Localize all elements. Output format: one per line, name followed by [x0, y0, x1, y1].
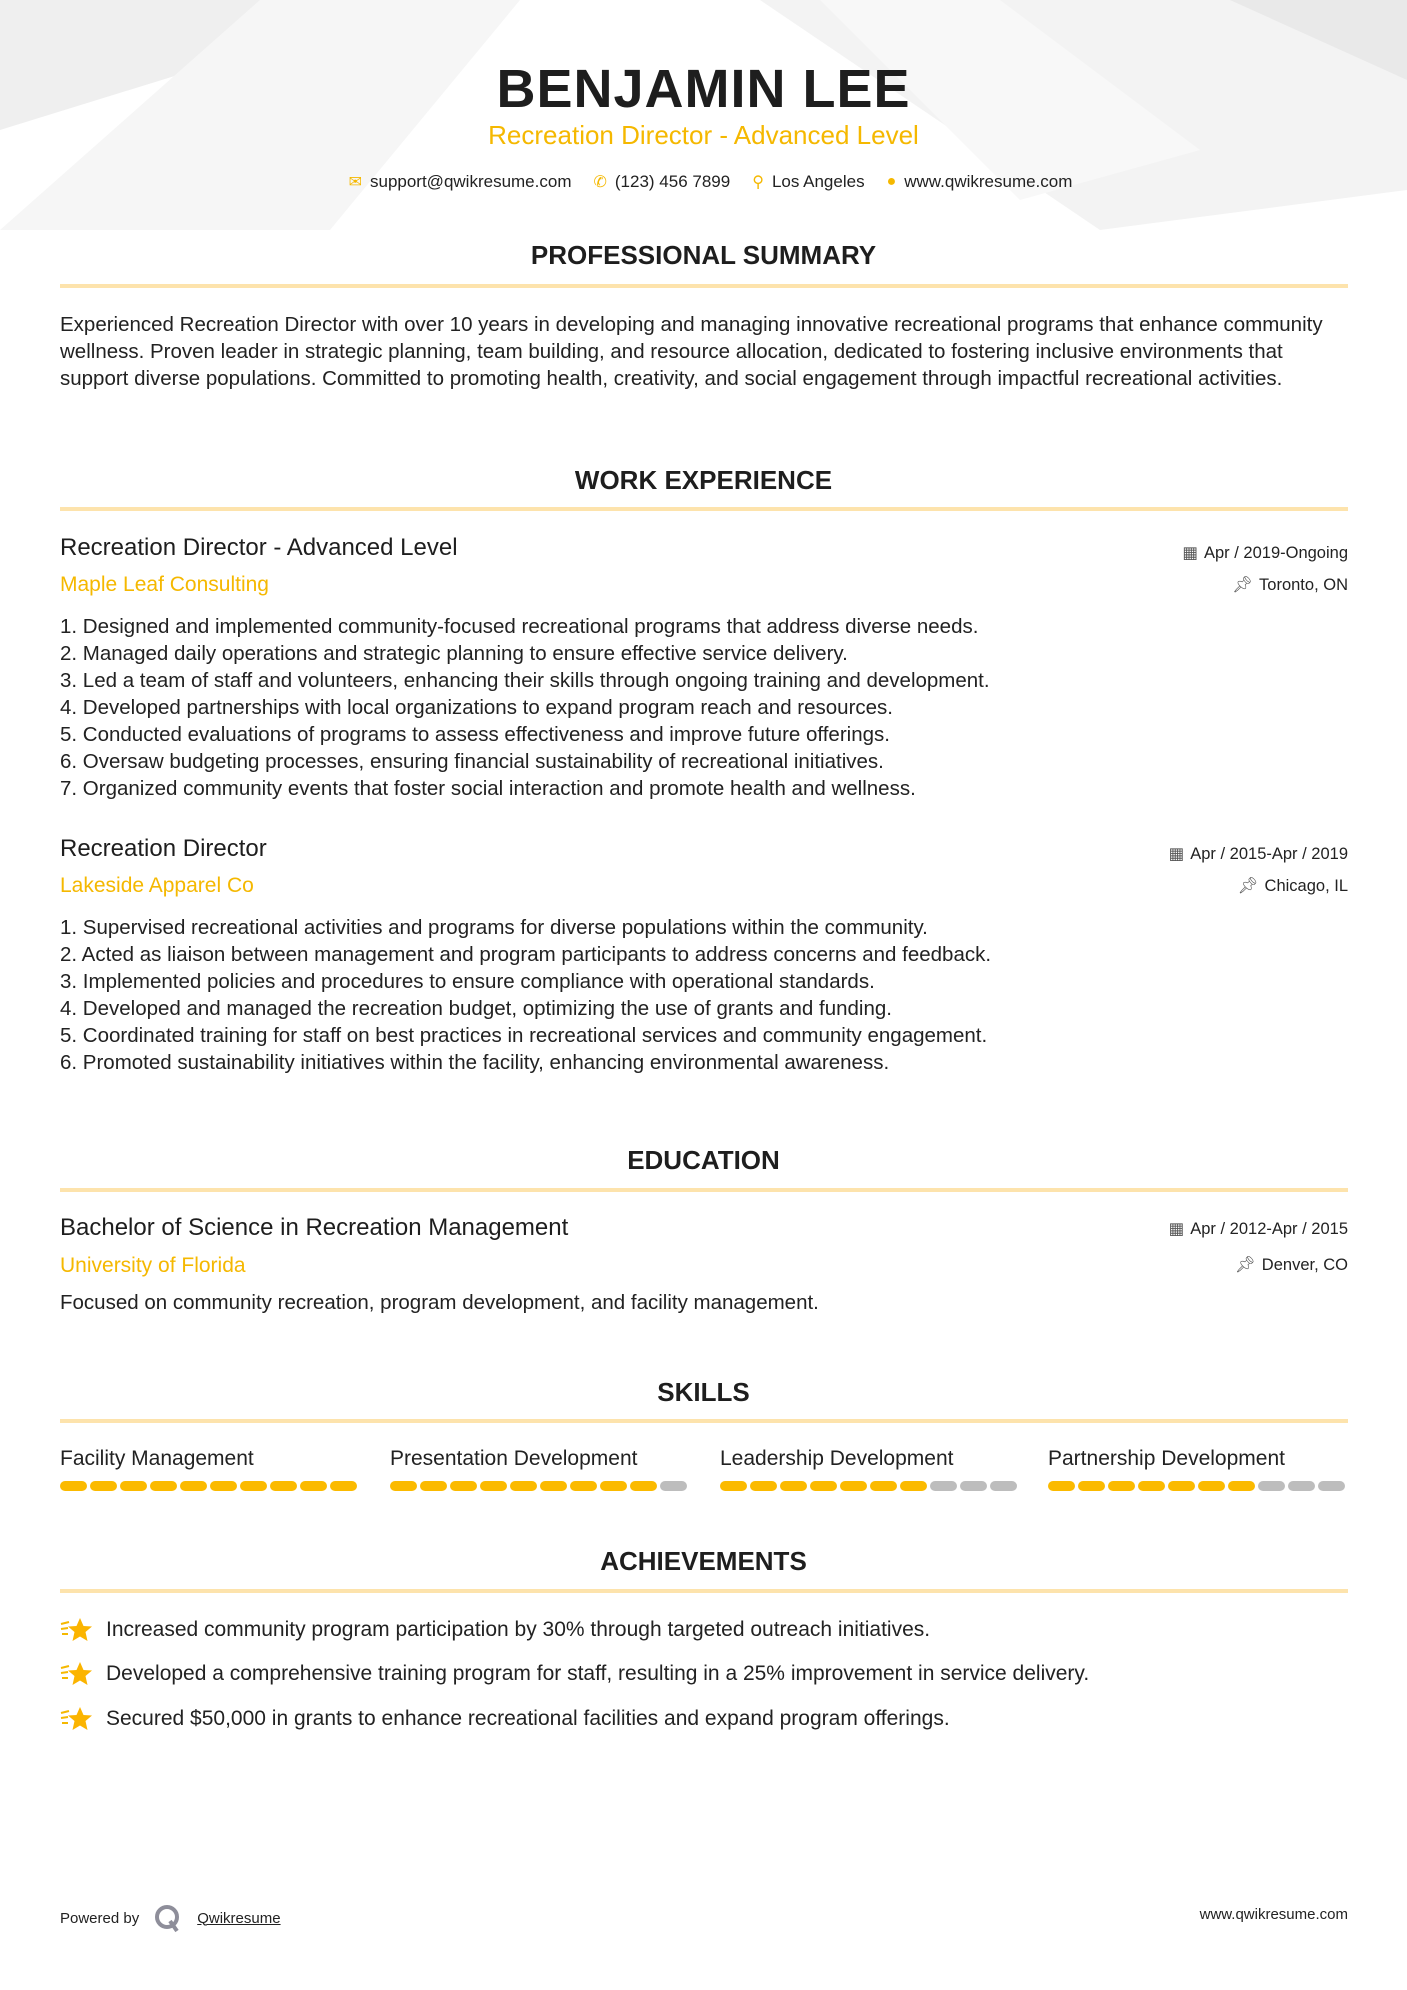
degree-title: Bachelor of Science in Recreation Management — [60, 1214, 569, 1241]
skill-rating — [1048, 1481, 1348, 1491]
section-heading-experience: WORK EXPERIENCE — [574, 465, 833, 495]
achievement-item — [60, 1616, 930, 1644]
globe-icon: ● — [886, 173, 897, 190]
skill-name: Leadership Development — [720, 1447, 954, 1470]
rating-segment-filled — [750, 1481, 777, 1491]
rating-segment-filled — [420, 1481, 447, 1491]
powered-by-label: Powered by — [60, 1909, 140, 1927]
star-icon — [60, 1705, 92, 1733]
skill-item — [390, 1447, 690, 1491]
education-date — [1169, 1219, 1348, 1239]
rating-segment-filled — [390, 1481, 417, 1491]
rating-segment-filled — [840, 1481, 867, 1491]
summary-text: Experienced Recreation Director with over 10 years in developing and managing innovative recreational programs that enhance community wellness. Proven leader in strategic planning, team building, and resource allocation, dedicated to fostering inclusive environments that support diverse populations. Committed to promoting health, creativity, and social engagement through impactful recreational activities. — [60, 313, 1323, 390]
rating-segment-filled — [270, 1481, 297, 1491]
rating-segment-filled — [480, 1481, 507, 1491]
rating-segment-filled — [1108, 1481, 1135, 1491]
pin-icon: 📌︎ — [1237, 877, 1259, 895]
section-heading-achievements: ACHIEVEMENTS — [600, 1546, 807, 1576]
achievement-text: Increased community program participation by 30% through targeted outreach initiatives. — [106, 1618, 931, 1641]
job-title: Recreation Director — [60, 835, 267, 862]
pin-icon: 📌︎ — [1234, 1256, 1256, 1274]
job-bullets — [60, 613, 1350, 802]
section-divider — [60, 1419, 1348, 1423]
section-divider — [60, 284, 1348, 288]
list-item: 3. Led a team of staff and volunteers, enhancing their skills through ongoing training and development. — [60, 669, 990, 692]
rating-segment-filled — [1198, 1481, 1225, 1491]
education-location-text: Denver, CO — [1261, 1256, 1348, 1274]
map-pin-icon: ⚲ — [752, 174, 764, 191]
footer-powered — [60, 1903, 281, 1933]
job-title: Recreation Director - Advanced Level — [60, 534, 458, 561]
rating-segment-empty — [1318, 1481, 1345, 1491]
contact-location: Los Angeles — [771, 172, 865, 191]
list-item: 2. Managed daily operations and strategic planning to ensure effective service delivery. — [60, 642, 848, 665]
rating-segment-filled — [720, 1481, 747, 1491]
section-divider — [60, 1589, 1348, 1593]
skill-rating — [720, 1481, 1020, 1491]
job-date-text: Apr / 2019-Ongoing — [1203, 544, 1348, 562]
job-bullets — [60, 914, 1350, 1076]
rating-segment-filled — [810, 1481, 837, 1491]
contact-email[interactable]: support@qwikresume.com — [369, 172, 572, 191]
star-icon — [60, 1660, 92, 1688]
rating-segment-filled — [90, 1481, 117, 1491]
job-date — [1169, 844, 1348, 864]
list-item: 4. Developed partnerships with local organizations to expand program reach and resources. — [60, 696, 894, 719]
skill-name: Presentation Development — [390, 1447, 638, 1470]
rating-segment-filled — [60, 1481, 87, 1491]
rating-segment-filled — [1078, 1481, 1105, 1491]
section-divider — [60, 507, 1348, 511]
education-date-text: Apr / 2012-Apr / 2015 — [1190, 1220, 1348, 1238]
calendar-icon: ▦ — [1168, 1220, 1185, 1238]
rating-segment-filled — [510, 1481, 537, 1491]
job-location — [1232, 576, 1348, 595]
section-heading-skills: SKILLS — [657, 1377, 750, 1407]
rating-segment-empty — [990, 1481, 1017, 1491]
contact-phone: (123) 456 7899 — [614, 172, 731, 191]
list-item: 5. Conducted evaluations of programs to assess effectiveness and improve future offerings. — [60, 723, 890, 746]
list-item: 4. Developed and managed the recreation budget, optimizing the use of grants and funding. — [60, 997, 892, 1020]
achievement-text: Secured $50,000 in grants to enhance recreational facilities and expand program offerings. — [106, 1707, 950, 1730]
rating-segment-filled — [630, 1481, 657, 1491]
rating-segment-filled — [120, 1481, 147, 1491]
list-item: 1. Designed and implemented community-focused recreational programs that address diverse needs. — [60, 615, 979, 638]
education-description: Focused on community recreation, program development, and facility management. — [60, 1291, 819, 1314]
rating-segment-filled — [1168, 1481, 1195, 1491]
skill-name: Facility Management — [60, 1447, 254, 1470]
achievement-item — [60, 1660, 1089, 1688]
envelope-icon: ✉ — [348, 174, 362, 191]
achievement-text: Developed a comprehensive training program for staff, resulting in a 25% improvement in service delivery. — [106, 1662, 1090, 1685]
list-item: 5. Coordinated training for staff on best practices in recreational services and community engagement. — [60, 1024, 988, 1047]
job-location-text: Toronto, ON — [1259, 576, 1348, 594]
skill-rating — [60, 1481, 360, 1491]
footer-website[interactable]: www.qwikresume.com — [1199, 1906, 1348, 1923]
school-name: University of Florida — [60, 1254, 246, 1277]
rating-segment-filled — [1048, 1481, 1075, 1491]
skill-item — [720, 1447, 1020, 1491]
list-item: 6. Promoted sustainability initiatives within the facility, enhancing environmental awareness. — [60, 1051, 890, 1074]
list-item: 2. Acted as liaison between management and program participants to address concerns and feedback. — [60, 943, 992, 966]
rating-segment-filled — [330, 1481, 357, 1491]
skill-rating — [390, 1481, 690, 1491]
calendar-icon: ▦ — [1182, 544, 1198, 562]
list-item: 3. Implemented policies and procedures to ensure compliance with operational standards. — [60, 970, 875, 993]
rating-segment-filled — [540, 1481, 567, 1491]
rating-segment-filled — [210, 1481, 237, 1491]
star-icon — [60, 1616, 92, 1644]
pin-icon: 📌︎ — [1232, 576, 1254, 594]
qwikresume-logo-icon — [153, 1903, 183, 1933]
job-location — [1238, 877, 1348, 896]
list-item: 1. Supervised recreational activities and programs for diverse populations within the community. — [60, 916, 928, 939]
qwikresume-link[interactable]: Qwikresume — [197, 1909, 281, 1927]
job-location-text: Chicago, IL — [1264, 877, 1348, 895]
skill-item — [1048, 1447, 1348, 1491]
job-date — [1182, 543, 1348, 563]
rating-segment-empty — [930, 1481, 957, 1491]
rating-segment-empty — [660, 1481, 687, 1491]
list-item: 6. Oversaw budgeting processes, ensuring financial sustainability of recreational initiatives. — [60, 750, 884, 773]
list-item: 7. Organized community events that foster social interaction and promote health and wellness. — [60, 777, 916, 800]
rating-segment-filled — [450, 1481, 477, 1491]
job-date-text: Apr / 2015-Apr / 2019 — [1190, 845, 1348, 863]
candidate-role: Recreation Director - Advanced Level — [488, 120, 919, 150]
rating-segment-filled — [300, 1481, 327, 1491]
rating-segment-empty — [1288, 1481, 1315, 1491]
section-divider — [60, 1188, 1348, 1192]
rating-segment-filled — [240, 1481, 267, 1491]
phone-icon: ✆ — [593, 174, 607, 191]
rating-segment-filled — [1228, 1481, 1255, 1491]
candidate-name: BENJAMIN LEE — [496, 59, 911, 119]
company-name: Maple Leaf Consulting — [60, 573, 269, 596]
company-name: Lakeside Apparel Co — [60, 874, 254, 897]
rating-segment-filled — [180, 1481, 207, 1491]
rating-segment-filled — [900, 1481, 927, 1491]
skill-name: Partnership Development — [1048, 1447, 1285, 1470]
education-location — [1235, 1256, 1348, 1275]
rating-segment-empty — [960, 1481, 987, 1491]
contact-bar — [0, 172, 1407, 192]
section-heading-education: EDUCATION — [627, 1145, 780, 1175]
rating-segment-filled — [870, 1481, 897, 1491]
skill-item — [60, 1447, 360, 1491]
rating-segment-filled — [780, 1481, 807, 1491]
contact-website[interactable]: www.qwikresume.com — [904, 172, 1073, 191]
rating-segment-filled — [150, 1481, 177, 1491]
section-heading-summary: PROFESSIONAL SUMMARY — [530, 240, 877, 270]
rating-segment-empty — [1258, 1481, 1285, 1491]
achievement-item — [60, 1705, 950, 1733]
calendar-icon: ▦ — [1168, 845, 1185, 863]
rating-segment-filled — [1138, 1481, 1165, 1491]
rating-segment-filled — [570, 1481, 597, 1491]
rating-segment-filled — [600, 1481, 627, 1491]
